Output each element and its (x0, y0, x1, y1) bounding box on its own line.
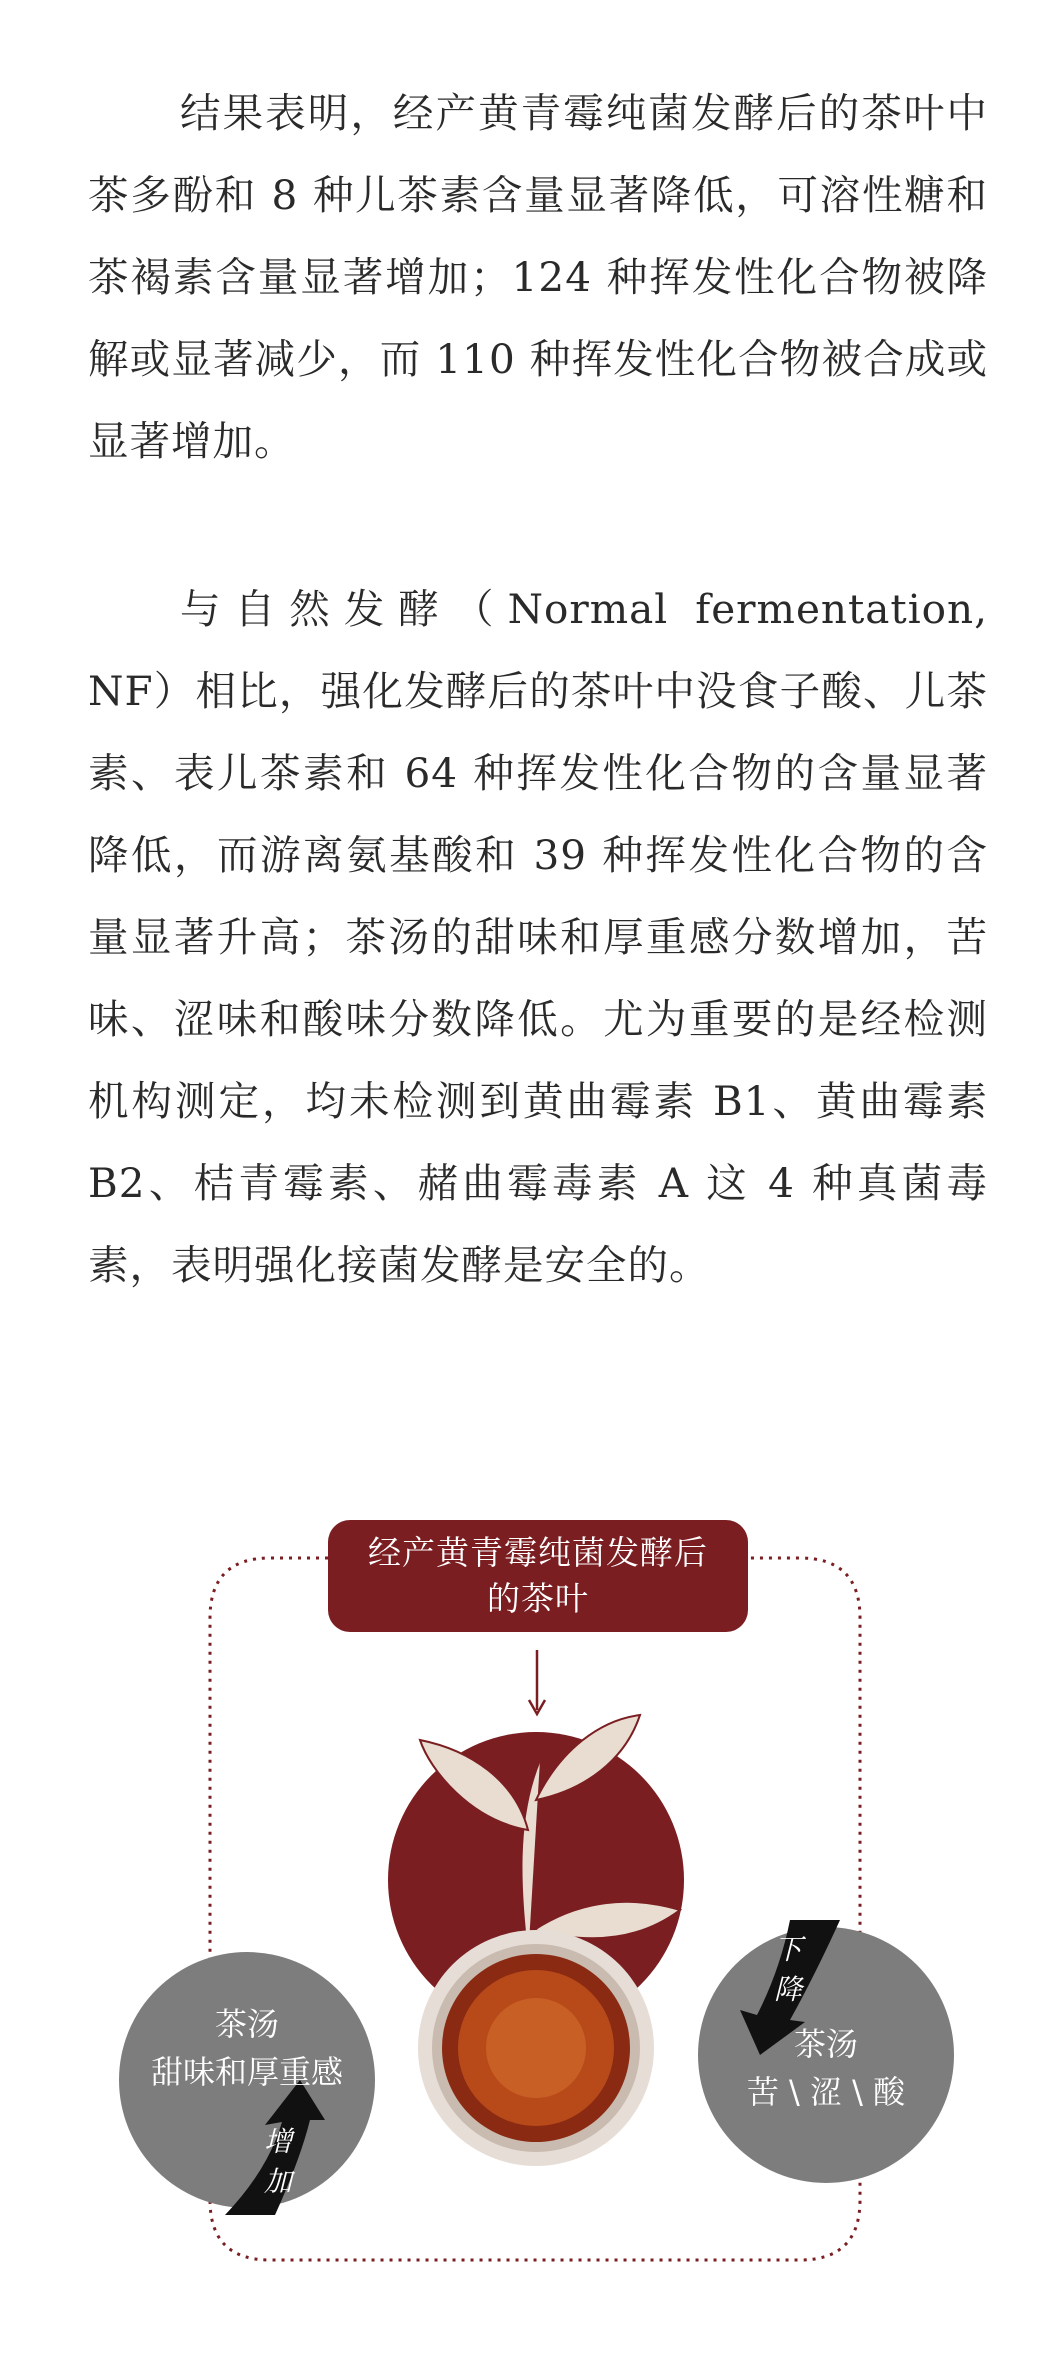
tea-cup-icon (418, 1930, 654, 2166)
left-circle-line1: 茶汤 (214, 2005, 279, 2043)
right-circle-text (698, 2020, 954, 2116)
paragraph-results: 结果表明，经产黄青霉纯菌发酵后的茶叶中茶多酚和 8 种儿茶素含量显著降低，可溶性糖和茶褐素含量显著增加；124 种挥发性化合物被降解或显著减少，而 110 种挥发性化合物被合成或显著增加。 (88, 89, 988, 465)
down-arrow-icon (529, 1650, 545, 1714)
increase-char-1: 增 (263, 2125, 292, 2158)
title-line-1: 经产黄青霉纯菌发酵后 (368, 1533, 708, 1572)
decrease-label (768, 1928, 808, 2008)
fermentation-diagram (0, 1500, 1063, 2300)
decrease-char-2: 降 (773, 1973, 802, 2006)
right-circle-line2: 苦 \ 涩 \ 酸 (746, 2073, 906, 2111)
right-circle-line1: 茶汤 (793, 2025, 858, 2063)
paragraph-comparison: 与自然发酵（Normal fermentation, NF）相比，强化发酵后的茶叶中没食子酸、儿茶素、表儿茶素和 64 种挥发性化合物的含量显著降低，而游离氨基酸和 39 种挥发性化合物的含量显著升高；茶汤的甜味和厚重感分数增加，苦味、涩味和酸味分数降低。尤为重要的是经检测机构测定，均未检测到黄曲霉素 B1、黄曲霉素 B2、桔青霉素、赭曲霉毒素 A 这 4 种真菌毒素，表明强化接菌发酵是安全的。 (88, 585, 988, 1289)
decrease-char-1: 下 (773, 1933, 802, 1966)
title-box (328, 1520, 748, 1632)
left-circle-text (119, 2000, 375, 2096)
increase-char-2: 加 (263, 2165, 292, 2198)
title-line-2: 的茶叶 (487, 1579, 589, 1618)
left-circle-line2: 甜味和厚重感 (150, 2053, 343, 2091)
increase-label (258, 2120, 298, 2200)
